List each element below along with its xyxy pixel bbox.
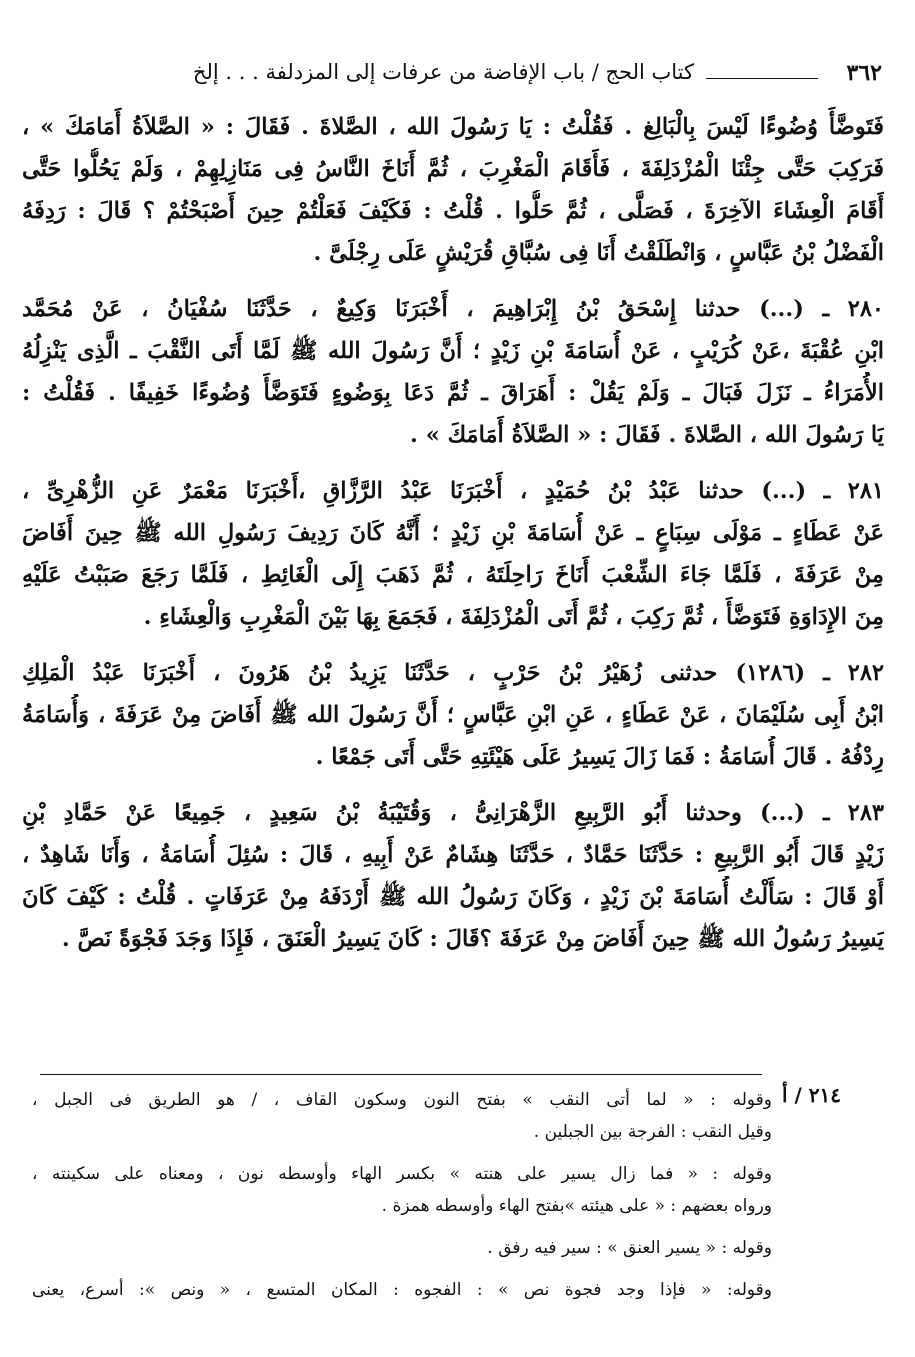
footnotes [32, 1084, 772, 1306]
hadith-280 [22, 288, 884, 456]
footnote [32, 1158, 772, 1222]
text-line: ٢٨٣ ـ (...) وحدثنا أَبُو الرَّبِيعِ الزَّهْرَانِىُّ ، وَقُتَيْبَةُ بْنُ سَعِيدٍ ، جَمِيعًا عَنْ حَمَّادِ بْنِ [22, 800, 884, 826]
footnote-line: وقوله : « لما أتى النقب » بفتح النون وسكون القاف ، / هو الطريق فى الجبل ، [32, 1090, 772, 1110]
text-line: يَسِيرُ رَسُولُ الله ﷺ حِينَ أَفَاضَ مِنْ عَرَفَةَ ؟قَالَ : كَانَ يَسِيرُ الْعَنَقَ ، فَإِذَا وَجَدَ فَجْوَةً نَصَّ . [61, 926, 884, 952]
paragraph-gap [22, 638, 884, 652]
text-line: ٢٨٠ ـ (...) حدثنا إِسْحَقُ بْنُ إِبْرَاهِيمَ ، أَخْبَرَنَا وَكِيعٌ ، حَدَّثَنَا سُفْيَانُ ، عَنْ مُحَمَّد [22, 296, 884, 322]
text-line: أَوْ قَالَ : سَأَلْتُ أُسَامَةَ بْنَ زَيْدٍ ، وَكَانَ رَسُولُ الله ﷺ أَرْدَفَهُ مِنْ عَرَفَاتٍ . قُلْتُ : كَيْفَ كَانَ [22, 884, 884, 910]
text-line: مِنْ عَرَفَةَ ، فَلَمَّا جَاءَ الشِّعْبَ أَنَاخَ رَاحِلَتَهُ ، ثُمَّ ذَهَبَ إِلَى الْغَائِطِ ، فَلَمَّا رَجَعَ صَبَبْتُ عَلَيْهِ [22, 562, 884, 588]
text-line: رِدْفُهُ . قَالَ أُسَامَةُ : فَمَا زَالَ يَسِيرُ عَلَى هَيْئَتِهِ حَتَّى أَتَى جَمْعًا . [315, 744, 884, 770]
hadith-282 [22, 652, 884, 778]
marginal-folio-reference: ٢١٤ / أ [782, 1083, 842, 1107]
text-line: الأُمَرَاءُ ـ نَزَلَ فَبَالَ ـ وَلَمْ يَقُلْ : أَهَرَاقَ ـ ثُمَّ دَعَا بِوَضُوءٍ فَتَوَضَّأَ وُضُوءًا خَفِيفًا . فَقُلْتُ : [22, 380, 884, 406]
page-number: ٣٦٢ [846, 60, 882, 86]
text-line: زَيْدٍ قَالَ أَبُو الرَّبِيعِ : حَدَّثَنَا حَمَّادٌ ، حَدَّثَنَا هِشَامٌ عَنْ أَبِيهِ ، قَالَ : سُئِلَ أُسَامَةُ ، وَأَنَا شَاهِدٌ ، [22, 842, 884, 868]
text-line: أَقَامَ الْعِشَاءَ الآخِرَةَ ، فَصَلَّى ، ثُمَّ حَلُّوا . قُلْتُ : فَكَيْفَ فَعَلْتُمْ حِينَ أَصْبَحْتُمْ ؟ قَالَ : رَدِفَهُ [22, 198, 884, 224]
footnote-gap [32, 1264, 772, 1274]
page-header [20, 56, 882, 96]
paragraph-gap [22, 456, 884, 470]
footnote [32, 1084, 772, 1148]
paragraph [22, 106, 884, 274]
header-rule [706, 78, 818, 79]
text-line: عَنْ عَطَاءٍ ـ مَوْلَى سِبَاعٍ ـ عَنْ أُسَامَةَ بْنِ زَيْدٍ ؛ أَنَّهُ كَانَ رَدِيفَ رَسُولِ الله ﷺ حِينَ أَفَاضَ [22, 520, 884, 546]
text-line: فَتَوضَّأَ وُضُوءًا لَيْسَ بِالْبَالِغ . فَقُلْتُ : يَا رَسُولَ الله ، الصَّلاةَ . فَقَالَ : « الصَّلاَةُ أَمَامَكَ » ، [22, 114, 884, 140]
hadith-281 [22, 470, 884, 638]
text-line: الْفَضْلُ بْنُ عَبَّاسٍ ، وَانْطَلَقْتُ أَنَا فِى سُبَّاقِ قُرَيْشٍ عَلَى رِجْلَىَّ . [313, 240, 884, 266]
text-line: ٢٨٢ ـ (١٢٨٦) حدثنى زُهَيْرُ بْنُ حَرْبٍ ، حَدَّثَنَا يَزِيدُ بْنُ هَرُونَ ، أَخْبَرَنَا عَبْدُ الْمَلِكِ [22, 660, 884, 686]
footnote [32, 1232, 772, 1264]
footnote-line: وقوله : « يسير العنق » : سير فيه رفق . [487, 1238, 772, 1258]
text-line: ابْنُ أَبِى سُلَيْمَانَ ، عَنْ عَطَاءٍ ، عَنِ ابْنِ عَبَّاسٍ ؛ أَنَّ رَسُولَ الله ﷺ أَفَاضَ مِنْ عَرَفَةَ ، وَأُسَامَةُ [22, 702, 884, 728]
footnote-line: وقيل النقب : الفرجة بين الجبلين . [533, 1122, 772, 1142]
text-line: مِنَ الإِدَاوَةِ فَتَوَضَّأَ ، ثُمَّ رَكِبَ ، ثُمَّ أَتَى الْمُزْدَلِفَةَ ، فَجَمَعَ بِهَا بَيْنَ الْمَغْرِبِ وَالْعِشَاءِ . [143, 604, 884, 630]
footnote [32, 1274, 772, 1306]
text-line: ابْنِ عُقْبَةَ ،عَنْ كُرَيْبٍ ، عَنْ أُسَامَةَ بْنِ زَيْدٍ ؛ أَنَّ رَسُولَ الله ﷺ لَمَّا أَتَى النَّقْبَ ـ الَّذِى يَنْزِلُهُ [22, 338, 884, 364]
text-line: يَا رَسُولَ الله ، الصَّلاةَ . فَقَالَ : « الصَّلاَةُ أَمَامَكَ » . [410, 422, 884, 448]
footnote-rule [40, 1074, 762, 1075]
footnote-line: ورواه بعضهم : « على هيئته »بفتح الهاء وأوسطه همزة . [381, 1196, 772, 1216]
main-text [22, 106, 884, 960]
running-title: كتاب الحج / باب الإفاضة من عرفات إلى المزدلفة . . . إلخ [192, 60, 694, 84]
text-line: فَرَكِبَ حَتَّى جِئْنَا الْمُزْدَلِفَةَ ، فَأَقَامَ الْمَغْرِبَ ، ثُمَّ أَنَاخَ النَّاسُ فِى مَنَازِلِهِمْ ، وَلَمْ يَحُلُّوا حَتَّى [22, 156, 884, 182]
footnote-gap [32, 1148, 772, 1158]
hadith-283 [22, 792, 884, 960]
text-line: ٢٨١ ـ (...) حدثنا عَبْدُ بْنُ حُمَيْدٍ ، أَخْبَرَنَا عَبْدُ الرَّزَّاقِ ،أَخْبَرَنَا مَعْمَرٌ عَنِ الزُّهْرِىِّ ، [22, 478, 884, 504]
paragraph-gap [22, 274, 884, 288]
footnote-gap [32, 1222, 772, 1232]
paragraph-gap [22, 778, 884, 792]
footnote-line: وقوله: « فإذا وجد فجوة نص » : الفجوه : المكان المتسع ، « ونص »: أسرع، يعنى [32, 1280, 772, 1300]
footnote-line: وقوله : « فما زال يسير على هنته » بكسر الهاء وأوسطه نون ، ومعناه على سكينته ، [32, 1164, 772, 1184]
